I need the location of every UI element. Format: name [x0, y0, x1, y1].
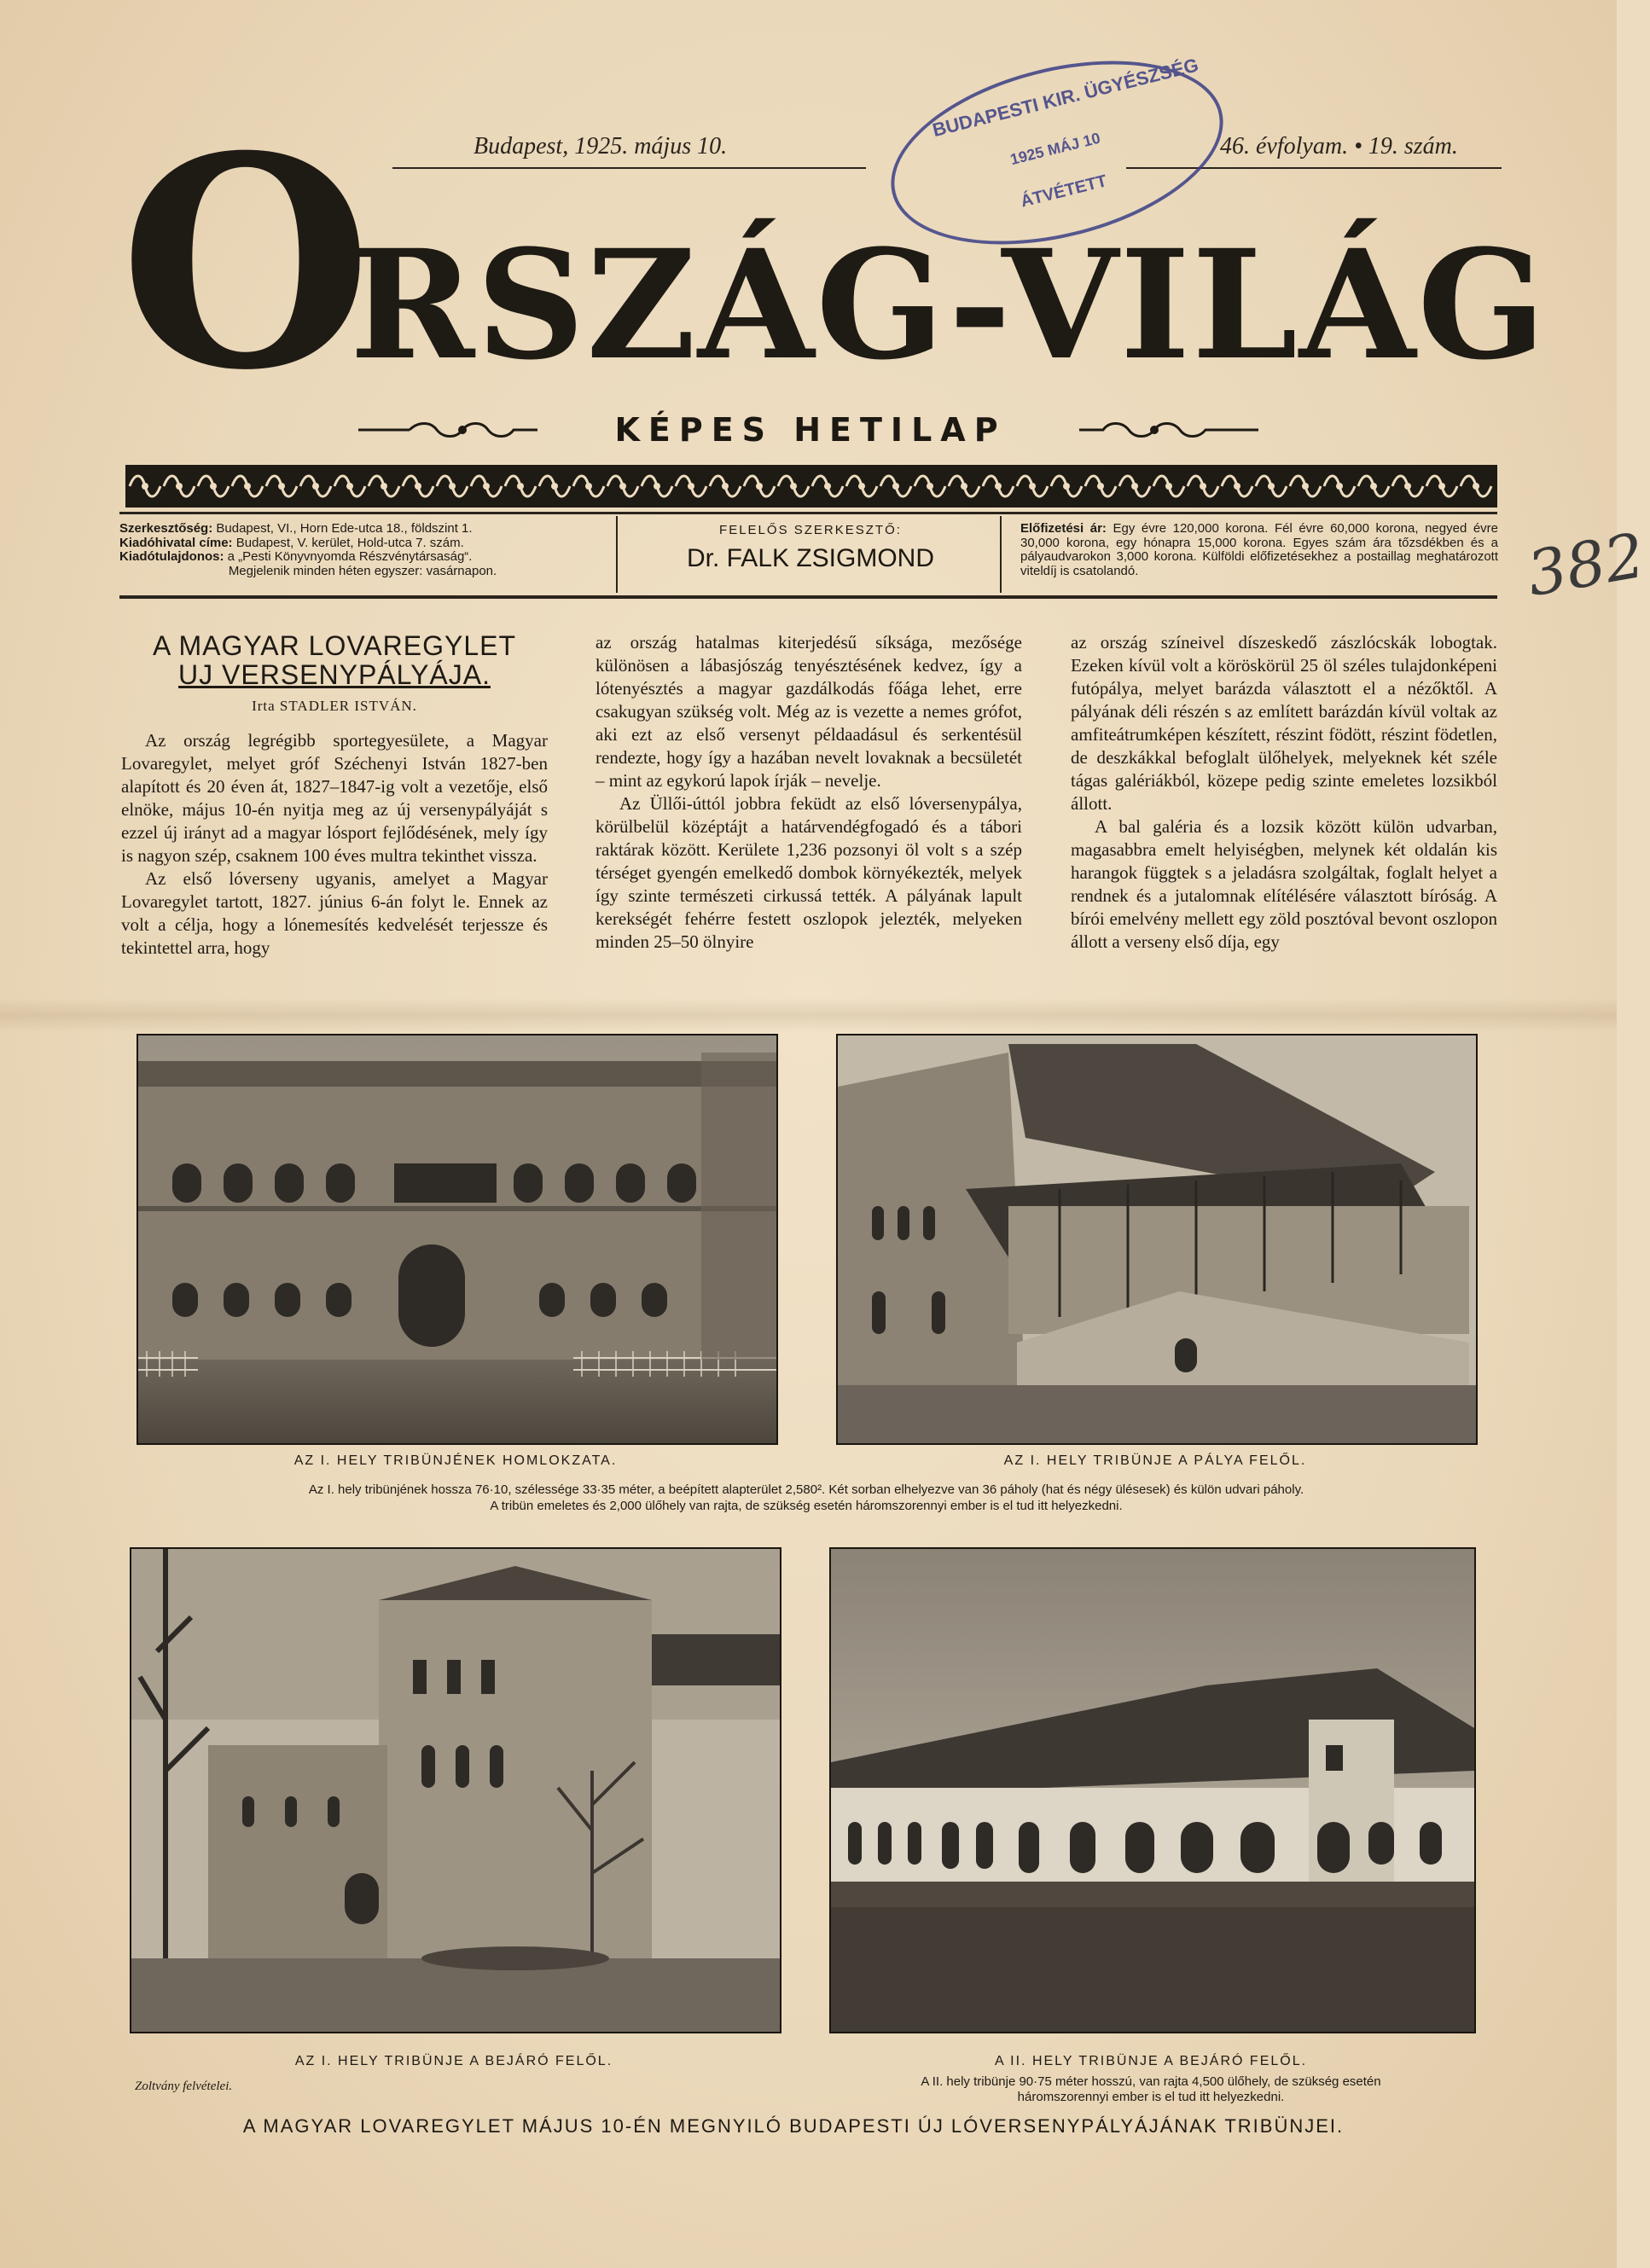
- handwritten-number: 382: [1521, 519, 1650, 611]
- paragraph: Az első lóverseny ugyanis, amelyet a Magyar Lovaregylet tartott, 1827. június 6-án folyt le. Ennek az volt a célja, hogy a lónemesítés kedvelését terjessze és tekintettel arra, hogy: [121, 868, 548, 958]
- ornament-dot: [961, 483, 967, 490]
- photo-caption-2: AZ I. HELY TRIBÜNJE A PÁLYA FELŐL.: [1003, 1453, 1307, 1468]
- masthead-rest: RSZÁG-VILÁG: [350, 217, 1548, 393]
- censor-stamp: BUDAPESTI KIR. ÜGYÉSZSÉG 1925 MÁJ 10 ÁTVÉTETT: [872, 30, 1242, 276]
- ornament-dot: [176, 483, 183, 490]
- photo-caption-1: AZ I. HELY TRIBÜNJÉNEK HOMLOKZATA.: [293, 1453, 618, 1468]
- ornament-dot: [824, 483, 831, 490]
- ornament-dot: [927, 483, 933, 490]
- ornament-dot: [278, 483, 285, 490]
- article-headline: A MAGYAR LOVAREGYLET UJ VERSENYPÁLYÁJA.: [152, 630, 517, 690]
- paragraph: az ország hatalmas kiterjedésű síksága, mezősége különösen a lábasjószág tenyésztésének kedvez, így a lótenyésztés a magyar gazdálkodás főága lehet, erre csakugyan szükség volt. Még az is vezette a nemes grófot, aki ezt az első versenyt példaadásul és serkentésül rendezte, hogy így a hazában nevelt lovaknak a becsületét – mint az egykorú lapok írják – nevelje.: [596, 632, 1022, 791]
- ornament-dot: [1200, 483, 1206, 490]
- article-column-3: [1071, 631, 1497, 954]
- ornament-dot: [1234, 483, 1240, 490]
- editor-label: FELELŐS SZERKESZTŐ:: [719, 523, 902, 537]
- ornament-dot: [312, 483, 319, 490]
- ornament-dot: [1131, 483, 1138, 490]
- article-column-2: [596, 631, 1022, 954]
- ornament-dot: [346, 483, 353, 490]
- ornament-dot: [654, 483, 660, 490]
- ornamental-band: [125, 465, 1497, 508]
- ornament-dot: [1336, 483, 1343, 490]
- paragraph: Az Üllői-úttól jobbra feküdt az első lóversenypálya, körülbelül középtájt a határvendégfogadó és a tábori raktárak között. Kerülete 1,236 pozsonyi öl volt s a szép térséget gyengén emelkedő dombok környékezték, melyek így szinte természeti cirkussá tették. A pályának lapult kerekségét fehérre festett oszlopok jelezték, melyeken minden 25–50 ölnyire: [596, 793, 1022, 952]
- paragraph: Az ország legrégibb sportegyesülete, a Magyar Lovaregylet, melyet gróf Széchenyi István 1827-ben alapított és 20 éven át, 1827–1847-ig volt a vezetője, első elnöke, május 10-én nyitja meg az új versenypályáját s ezzel új irányt ad a magyar lósport fejlődésének, mely így is nagyon szép, csaknem 100 éves multra tekinthet vissza.: [121, 730, 548, 866]
- photo-grandstand-front: [137, 1034, 778, 1445]
- ornament-dot: [858, 483, 865, 490]
- photo-note-4b: háromszorennyi ember is el tud itt helyezkedni.: [1017, 2090, 1285, 2104]
- photo-caption-3: AZ I. HELY TRIBÜNJE A BEJÁRÓ FELŐL.: [294, 2054, 613, 2068]
- infobar-right: Előfizetési ár: Egy évre 120,000 korona. Fél évre 60,000 korona, negyed évre 30,000 korona, egy hónapra 15,000 korona. Egyes szám ára tőzsdékben és a pályaudvarokon 3,000 korona. Külföldi előfizetésekhez a postaillag meghatározott viteldíj is csatolandó.: [1020, 521, 1499, 578]
- photo-caption-4: A II. HELY TRIBÜNJE A BEJÁRÓ FELŐL.: [994, 2054, 1308, 2068]
- ornament-dot: [551, 483, 558, 490]
- ornament-dot: [585, 483, 592, 490]
- paragraph: az ország színeivel díszeskedő zászlócskák lobogtak. Ezeken kívül volt a köröskörül 25 öl széles tulajdonképeni futópálya, melyet barázda választott el a nézőktől. A pályának déli részén s az említett barázdán kívül voltak az amfiteátrumképen készített, részint födött, részint födetlen, de deszkákkal befoglalt ülőhelyek, melyeknek két széle tágas galériákból, közepe pedig szinte emeletes lozsikból állott.: [1071, 632, 1497, 814]
- ornament-dot: [517, 483, 524, 490]
- bottom-caption: A MAGYAR LOVAREGYLET MÁJUS 10-ÉN MEGNYILÓ BUDAPESTI ÚJ LÓVERSENYPÁLYÁJÁNAK TRIBÜNJEI.: [242, 2115, 1345, 2137]
- photo-note-2: A tribün emeletes és 2,000 ülőhely van rajta, de szükség esetén háromszorennyi ember is el tud itt helyezkedni.: [490, 1499, 1123, 1513]
- ornament-dot: [619, 483, 626, 490]
- paragraph: A bal galéria és a lozsik között külön udvarban, magasabbra emelt helyiségben, melynek két oldalán kis harangok függtek s a jeladásra szolgáltak, foglalt helyet a rendnek és a jutalomnak elítélésére választott bíróság. A bírói emelvény mellett egy zöld posztóval bevont oszlopon állott a verseny első díja, egy: [1071, 816, 1497, 952]
- infobar-top-rule: [119, 512, 1497, 514]
- ornament-dot: [1302, 483, 1309, 490]
- ornament-dot: [381, 483, 387, 490]
- photo-second-class-grandstand: [829, 1547, 1476, 2033]
- article-byline: Irta STADLER ISTVÁN.: [252, 698, 417, 714]
- photo-grandstand-track-side: [836, 1034, 1478, 1445]
- dateline: Budapest, 1925. május 10.: [474, 133, 728, 160]
- ornament-dot: [1370, 483, 1377, 490]
- flourish-right: [1079, 420, 1258, 440]
- infobar-center: [623, 523, 998, 573]
- ornament-dot: [790, 483, 797, 490]
- photo-note-4a: A II. hely tribünje 90·75 méter hosszú, van rajta 4,500 ülőhely, de szükség esetén: [921, 2074, 1381, 2089]
- infobar-divider-left: [616, 516, 618, 593]
- volume-number: 46. évfolyam. • 19. szám.: [1220, 133, 1458, 160]
- ornament-dot: [1404, 483, 1411, 490]
- ornament-dot: [756, 483, 763, 490]
- ornament-dot: [688, 483, 694, 490]
- ornament-dot: [1438, 483, 1445, 490]
- ornament-dot: [210, 483, 217, 490]
- photo-credit: Zoltvány felvételei.: [135, 2079, 233, 2093]
- infobar-left: Szerkesztőség: Budapest, VI., Horn Ede-utca 18., földszint 1. Kiadóhivatal címe: Budapest, V. kerület, Hold-utca 7. szám. Kiadótulajdonos: a „Pesti Könyvnyomda Részvénytársaság“. Megjelenik minden héten egyszer: vasárnapon.: [119, 521, 497, 578]
- editor-name: Dr. FALK ZSIGMOND: [686, 544, 935, 572]
- ornament-dot: [449, 483, 456, 490]
- ornament-dot: [483, 483, 490, 490]
- ornament-pattern: [128, 467, 1495, 505]
- ornament-dot: [1097, 483, 1104, 490]
- article-column-1: [121, 631, 548, 960]
- flourish-left: [358, 420, 537, 440]
- ornament-dot: [1165, 483, 1172, 490]
- photo-note-1: Az I. hely tribünjének hossza 76·10, szélessége 33·35 méter, a beépített alapterület 2,580². Két sorban elhelyezve van 36 páholy (hat és négy ülésesek) és külön udvari páholy.: [308, 1482, 1304, 1497]
- ornament-dot: [1473, 483, 1479, 490]
- ornament-dot: [244, 483, 251, 490]
- ornament-dot: [142, 483, 148, 490]
- ornament-dot: [892, 483, 899, 490]
- infobar-bottom-rule: [119, 595, 1497, 599]
- photo-grandstand-entrance: [130, 1547, 781, 2033]
- masthead-initial: O: [119, 94, 364, 434]
- ornament-dot: [415, 483, 421, 490]
- ornament-dot: [1063, 483, 1070, 490]
- fold-line: [0, 998, 1617, 1032]
- ornament-dot: [722, 483, 729, 490]
- ornament-dot: [1029, 483, 1036, 490]
- infobar-divider-right: [1000, 516, 1002, 593]
- ornament-dot: [1268, 483, 1275, 490]
- ornament-dot: [995, 483, 1002, 490]
- subtitle: KÉPES HETILAP: [614, 411, 1007, 449]
